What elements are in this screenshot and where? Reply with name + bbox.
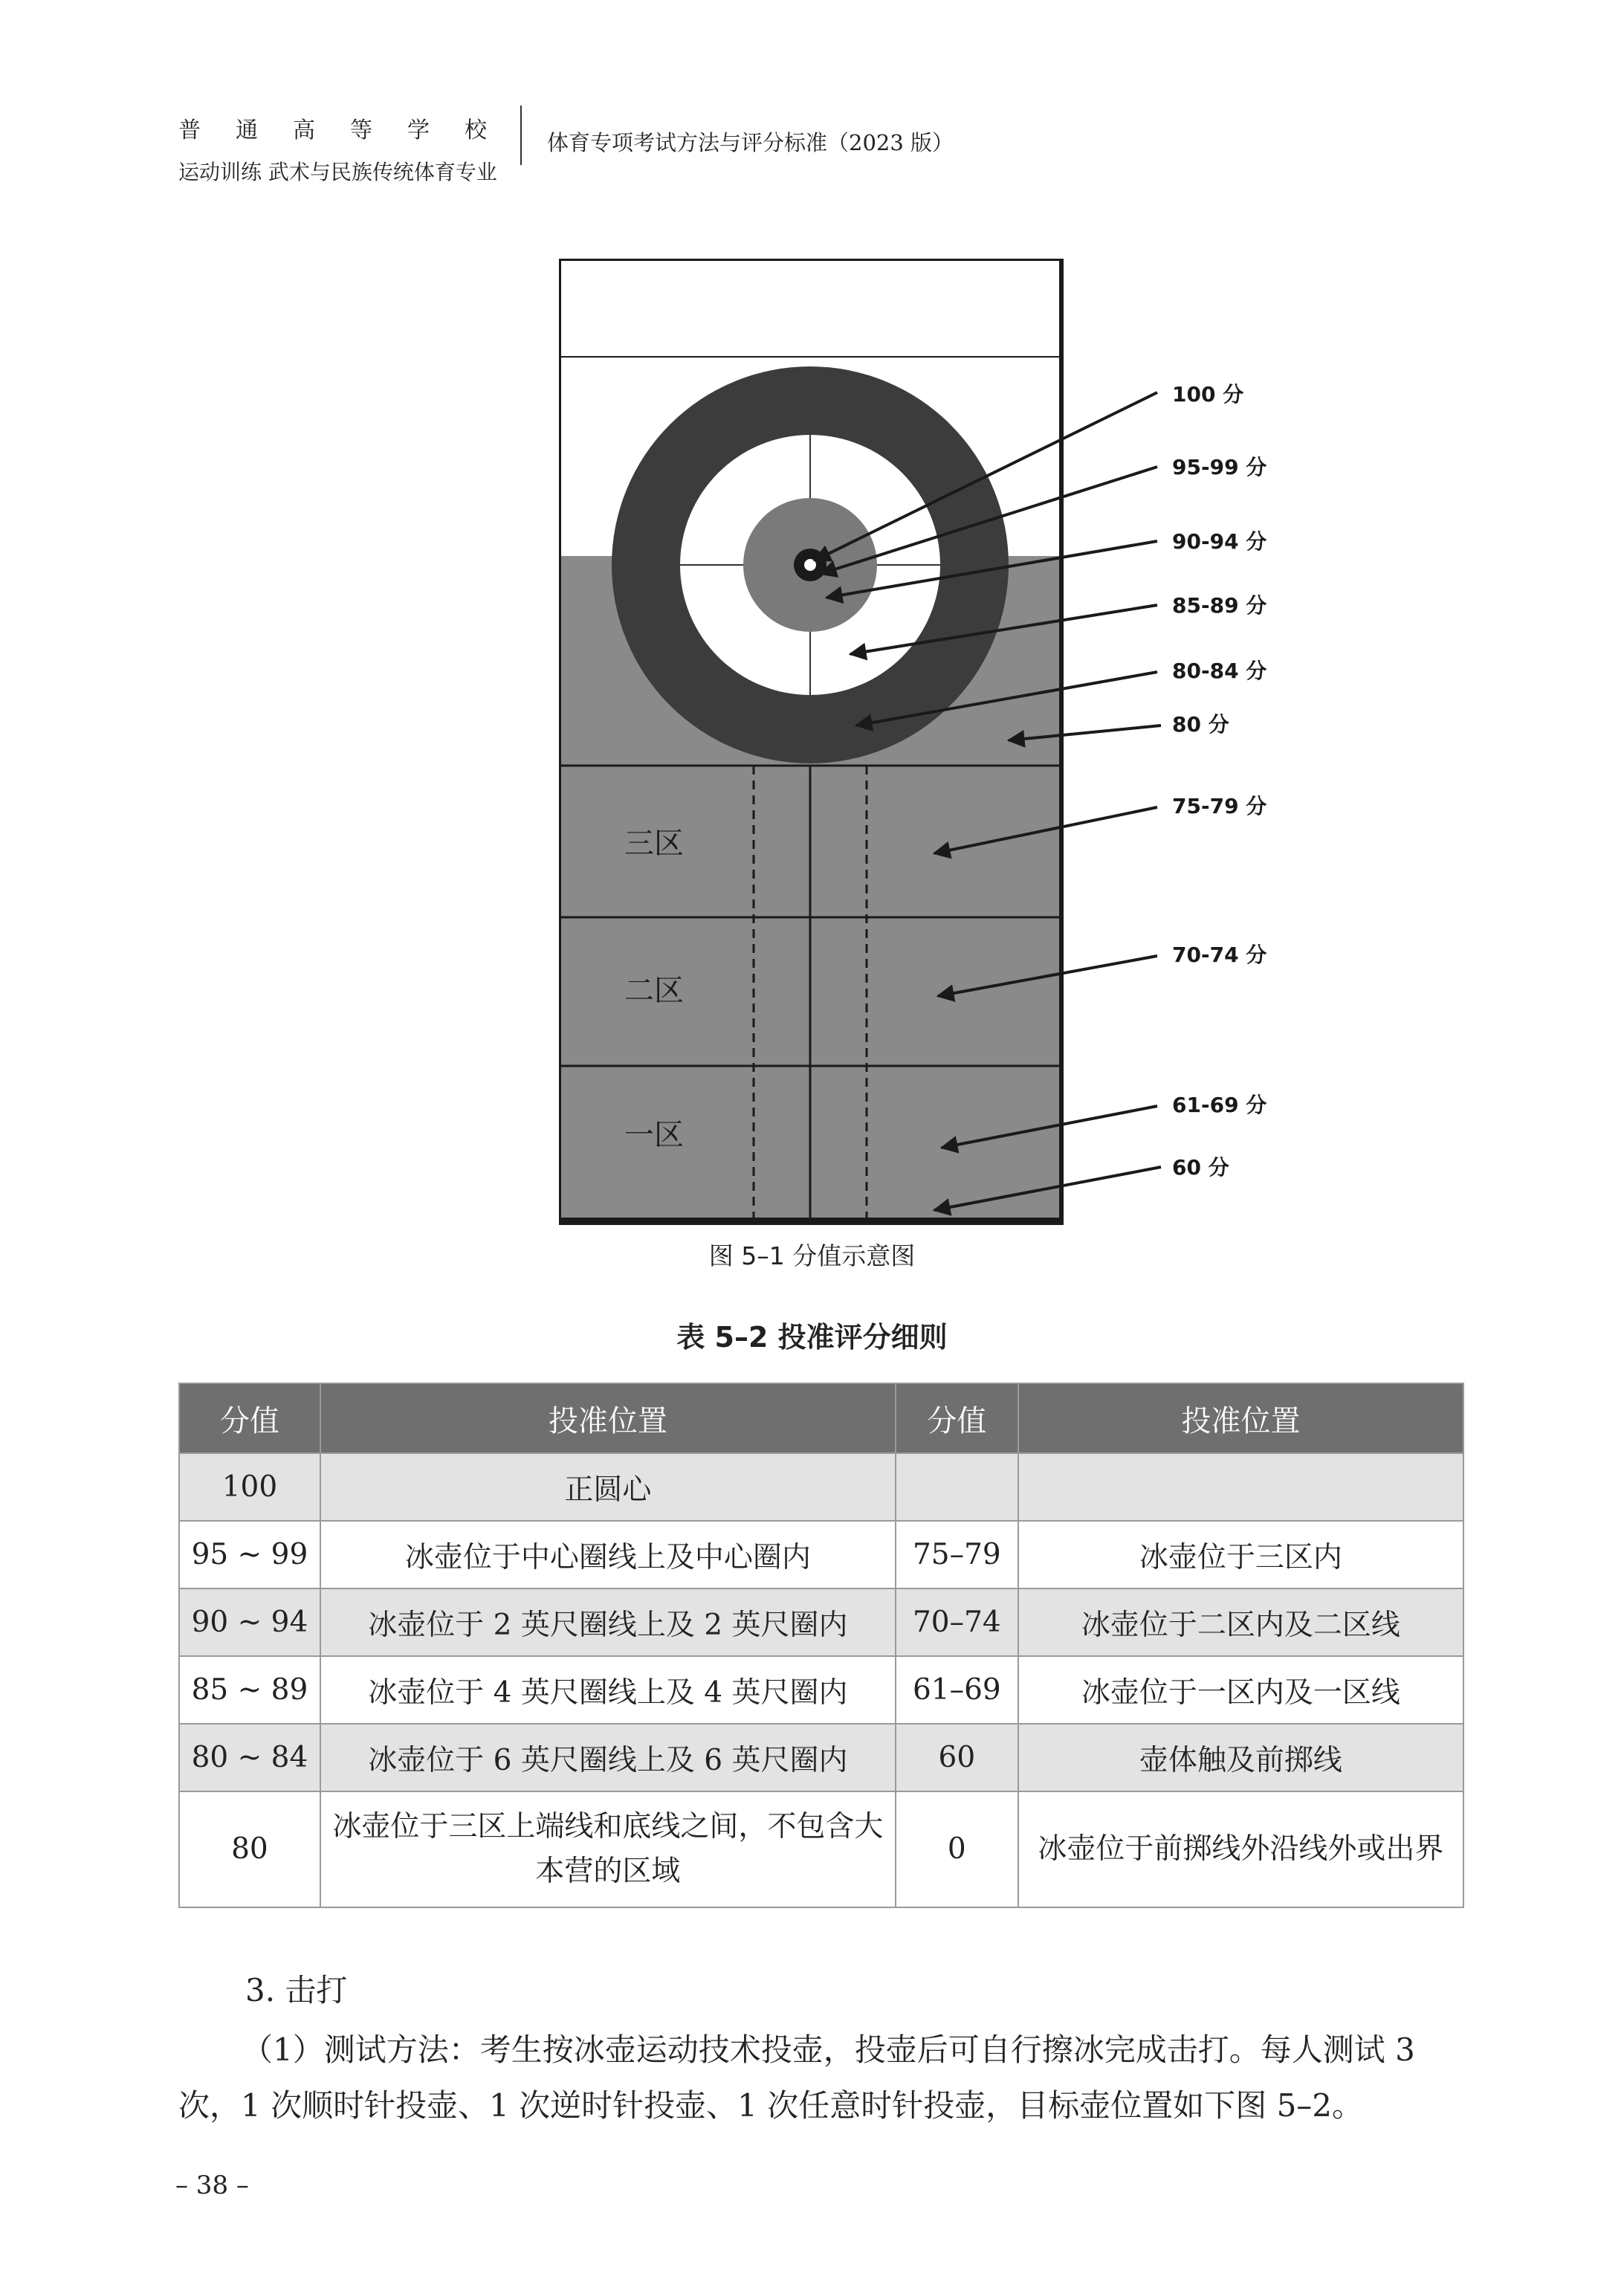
table-cell: 冰壶位于 4 英尺圈线上及 4 英尺圈内 — [320, 1656, 896, 1724]
score-label: 75-79 分 — [1172, 794, 1267, 818]
score-label: 90-94 分 — [1172, 529, 1267, 554]
zone-label: 一区 — [624, 1118, 684, 1152]
school-char: 通 — [236, 117, 258, 143]
score-diagram — [559, 259, 1324, 1225]
score-label: 70-74 分 — [1172, 943, 1267, 967]
table-cell — [896, 1453, 1018, 1521]
column-header: 分值 — [896, 1383, 1018, 1453]
table-cell: 冰壶位于 6 英尺圈线上及 6 英尺圈内 — [320, 1724, 896, 1791]
school-name — [178, 111, 487, 144]
header-divider — [520, 106, 522, 165]
school-char: 校 — [465, 117, 487, 143]
table-cell: 冰壶位于前掷线外沿线外或出界 — [1018, 1791, 1463, 1907]
table-cell: 0 — [896, 1791, 1018, 1907]
table-cell: 冰壶位于三区上端线和底线之间，不包含大本营的区域 — [320, 1791, 896, 1907]
table-row — [179, 1588, 1463, 1656]
figure-caption: 图 5–1 分值示意图 — [708, 1241, 916, 1270]
score-label: 80 分 — [1172, 712, 1229, 737]
scoring-table — [178, 1383, 1464, 1908]
running-header-left — [178, 111, 497, 186]
score-label: 80-84 分 — [1172, 659, 1267, 683]
table-cell — [1018, 1453, 1463, 1521]
zone-label: 三区 — [624, 827, 684, 861]
score-label: 85-89 分 — [1172, 593, 1267, 618]
table-row — [179, 1724, 1463, 1791]
table-cell: 冰壶位于三区内 — [1018, 1521, 1463, 1588]
table-cell: 80 ~ 84 — [179, 1724, 320, 1791]
column-header: 投准位置 — [1018, 1383, 1463, 1453]
table-caption: 表 5–2 投准评分细则 — [676, 1321, 948, 1354]
table-row — [179, 1656, 1463, 1724]
table-cell: 冰壶位于 2 英尺圈线上及 2 英尺圈内 — [320, 1588, 896, 1656]
major-name: 运动训练 武术与民族传统体育专业 — [178, 160, 497, 184]
page-number: – 38 – — [175, 2171, 249, 2200]
school-char: 普 — [178, 117, 201, 143]
table-cell: 90 ~ 94 — [179, 1588, 320, 1656]
center-dot — [804, 559, 816, 571]
table-row — [179, 1453, 1463, 1521]
score-label: 61-69 分 — [1172, 1093, 1267, 1117]
zone-label: 二区 — [624, 974, 684, 1008]
column-header: 投准位置 — [320, 1383, 896, 1453]
table-cell: 冰壶位于中心圈线上及中心圈内 — [320, 1521, 896, 1588]
table-cell: 61–69 — [896, 1656, 1018, 1724]
section-title: 3. 击打 — [245, 1972, 348, 2008]
table-cell: 壶体触及前掷线 — [1018, 1724, 1463, 1791]
score-label: 95-99 分 — [1172, 455, 1267, 479]
school-char: 学 — [407, 117, 430, 143]
table-cell: 冰壶位于一区内及一区线 — [1018, 1656, 1463, 1724]
table-cell: 70–74 — [896, 1588, 1018, 1656]
table-row — [179, 1521, 1463, 1588]
score-label: 100 分 — [1172, 382, 1244, 407]
table-cell: 80 — [179, 1791, 320, 1907]
school-char: 等 — [350, 117, 372, 143]
table-cell: 85 ~ 89 — [179, 1656, 320, 1724]
table-cell: 100 — [179, 1453, 320, 1521]
book-title: 体育专项考试方法与评分标准（2023 版） — [547, 130, 954, 155]
table-cell: 冰壶位于二区内及二区线 — [1018, 1588, 1463, 1656]
table-cell: 60 — [896, 1724, 1018, 1791]
column-header: 分值 — [179, 1383, 320, 1453]
table-cell: 95 ~ 99 — [179, 1521, 320, 1588]
table-cell: 75–79 — [896, 1521, 1018, 1588]
school-char: 高 — [293, 117, 315, 143]
table-row — [179, 1791, 1463, 1907]
table-cell: 正圆心 — [320, 1453, 896, 1521]
body-paragraph: （1）测试方法：考生按冰壶运动技术投壶，投壶后可自行擦冰完成击打。每人测试 3 次，1 次顺时针投壶、1 次逆时针投壶、1 次任意时针投壶，目标壶位置如下图 5–2。 — [178, 2032, 1415, 2124]
table-header-row — [179, 1383, 1463, 1453]
score-label: 60 分 — [1172, 1155, 1229, 1180]
hog-line — [559, 1218, 1061, 1225]
